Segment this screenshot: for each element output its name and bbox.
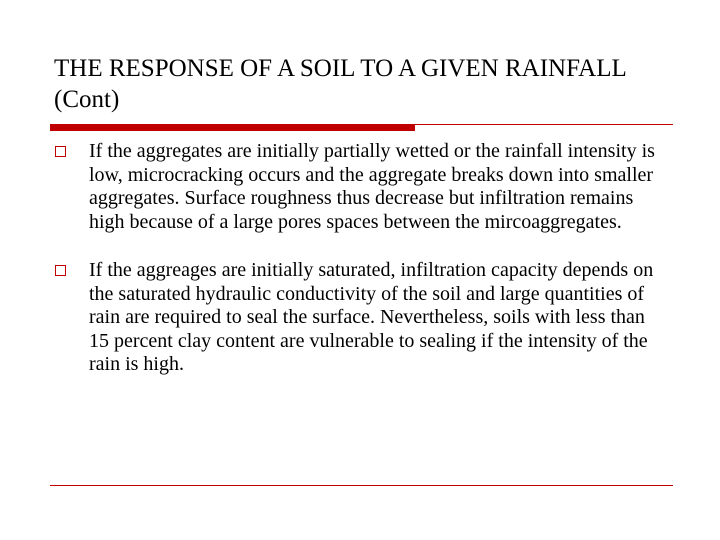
bullet-item [54,140,669,234]
square-bullet-icon [55,265,66,276]
footer-divider-line [50,485,673,486]
bullet-item [54,259,669,377]
bullet-text: If the aggregates are initially partially wetted or the rainfall intensity is low, microcracking occurs and the aggregate breaks down into smaller aggregates. Surface roughness thus decrease but infiltration remains high because of a large pores spaces between the mircoaggregates. [89,140,655,233]
title-accent-bar [50,124,415,131]
bullet-list [54,140,669,402]
square-bullet-icon [55,146,66,157]
slide-title: THE RESPONSE OF A SOIL TO A GIVEN RAINFALL (Cont) [54,55,626,113]
bullet-text: If the aggreages are initially saturated, infiltration capacity depends on the saturated hydraulic conductivity of the soil and large quantities of rain are required to seal the surface. Nevertheless, soils with less than 15 percent clay content are vulnerable to sealing if the intensity of the rain is high. [89,259,654,375]
